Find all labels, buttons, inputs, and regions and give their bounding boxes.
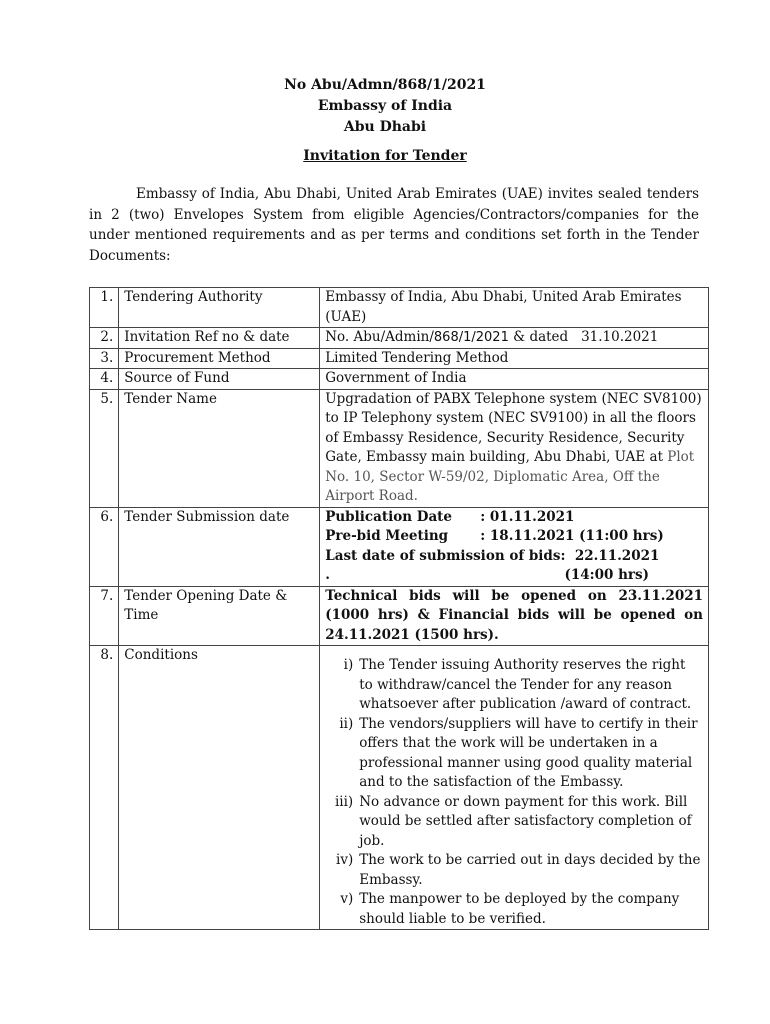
submission-time: (14:00 hrs) bbox=[564, 567, 649, 583]
publication-date-line bbox=[325, 508, 703, 528]
row-number: 7. bbox=[90, 586, 119, 646]
row-label: Tender Opening Date & Time bbox=[119, 586, 320, 646]
table-row bbox=[90, 507, 709, 586]
row-label: Tendering Authority bbox=[119, 288, 320, 328]
condition-text: No advance or down payment for this work. Bill would be settled after satisfactory completion of job. bbox=[359, 793, 692, 849]
condition-number: i) bbox=[343, 657, 354, 673]
row-label: Conditions bbox=[119, 646, 320, 930]
reference-number: No Abu/Admn/868/1/2021 bbox=[284, 77, 486, 93]
organization-name: Embassy of India bbox=[317, 98, 453, 114]
row-value: Technical bids will be opened on 23.11.2021 (1000 hrs) & Financial bids will be opened on 24.11.2021 (1500 hrs). bbox=[320, 586, 709, 646]
row-label: Tender Submission date bbox=[119, 507, 320, 586]
condition-number: ii) bbox=[339, 715, 354, 732]
row-value: Limited Tendering Method bbox=[320, 348, 709, 369]
ref-date: & dated 31.10.2021 bbox=[508, 329, 659, 345]
row-label: Procurement Method bbox=[119, 348, 320, 369]
pre-bid-line bbox=[325, 527, 703, 547]
intro-paragraph: Embassy of India, Abu Dhabi, United Arab Emirates (UAE) invites sealed tenders in 2 (two) Envelopes System from eligible Agencies/Contractors/companies for the under mentioned requirements and as per terms and conditions set forth in the Tender Documents: bbox=[89, 186, 699, 264]
list-item bbox=[325, 656, 703, 715]
tender-table bbox=[89, 287, 709, 930]
tender-name-text: Upgradation of PABX Telephone system (NEC SV8100) to IP Telephony system (NEC SV9100) in all the floors of Embassy Residence, Security Residence, Security Gate, Embassy main building, Abu Dhabi, UAE at bbox=[325, 390, 702, 465]
row-number: 2. bbox=[90, 328, 119, 349]
row-value bbox=[320, 507, 709, 586]
row-value bbox=[320, 646, 709, 930]
pre-bid-value: : 18.11.2021 (11:00 hrs) bbox=[480, 528, 664, 544]
pre-bid-label: Pre-bid Meeting bbox=[325, 528, 449, 544]
ref-prefix: No. Abu/Admin/ bbox=[325, 329, 434, 345]
list-item bbox=[325, 715, 703, 793]
table-row bbox=[90, 586, 709, 646]
dot-marker: . bbox=[325, 567, 330, 583]
row-number: 1. bbox=[90, 288, 119, 328]
table-row bbox=[90, 369, 709, 390]
condition-number: v) bbox=[340, 891, 354, 907]
table-row bbox=[90, 328, 709, 349]
row-value: Embassy of India, Abu Dhabi, United Arab Emirates (UAE) bbox=[320, 288, 709, 328]
row-label: Source of Fund bbox=[119, 369, 320, 390]
list-item bbox=[325, 793, 703, 852]
row-number: 4. bbox=[90, 369, 119, 390]
condition-text: The vendors/suppliers will have to certify in their offers that the work will be undertaken in a professional manner using good quality material and to the satisfaction of the Embassy. bbox=[359, 715, 698, 790]
row-label: Invitation Ref no & date bbox=[119, 328, 320, 349]
publication-date-value: : 01.11.2021 bbox=[480, 508, 575, 525]
condition-text: The manpower to be deployed by the company should liable to be verified. bbox=[359, 891, 680, 927]
publication-date-label: Publication Date bbox=[325, 508, 453, 525]
table-row bbox=[90, 288, 709, 328]
submission-time-line bbox=[325, 566, 703, 586]
city-name: Abu Dhabi bbox=[343, 119, 427, 135]
tender-location-text: Plot No. 10, Sector W-59/02, Diplomatic Area, Off the Airport Road. bbox=[325, 449, 695, 504]
row-value: Government of India bbox=[320, 369, 709, 390]
table-row bbox=[90, 646, 709, 930]
list-item bbox=[325, 851, 703, 890]
row-number: 6. bbox=[90, 507, 119, 586]
condition-number: iii) bbox=[334, 793, 354, 810]
row-number: 3. bbox=[90, 348, 119, 369]
row-value bbox=[320, 328, 709, 349]
document-title: Invitation for Tender bbox=[303, 148, 467, 164]
row-value bbox=[320, 389, 709, 507]
row-label: Tender Name bbox=[119, 389, 320, 507]
list-item bbox=[325, 890, 703, 929]
condition-text: The Tender issuing Authority reserves the right to withdraw/cancel the Tender for any reason whatsoever after publication /award of contract. bbox=[359, 657, 692, 712]
table-row bbox=[90, 348, 709, 369]
condition-text: The work to be carried out in days decided by the Embassy. bbox=[359, 852, 701, 888]
document-header bbox=[0, 75, 770, 138]
row-number: 8. bbox=[90, 646, 119, 930]
last-date-line: Last date of submission of bids: 22.11.2021 bbox=[325, 547, 660, 564]
table-row bbox=[90, 389, 709, 507]
conditions-list bbox=[325, 656, 703, 929]
row-number: 5. bbox=[90, 389, 119, 507]
ref-number: 868/1/2021 bbox=[433, 330, 509, 345]
condition-number: iv) bbox=[336, 852, 354, 868]
